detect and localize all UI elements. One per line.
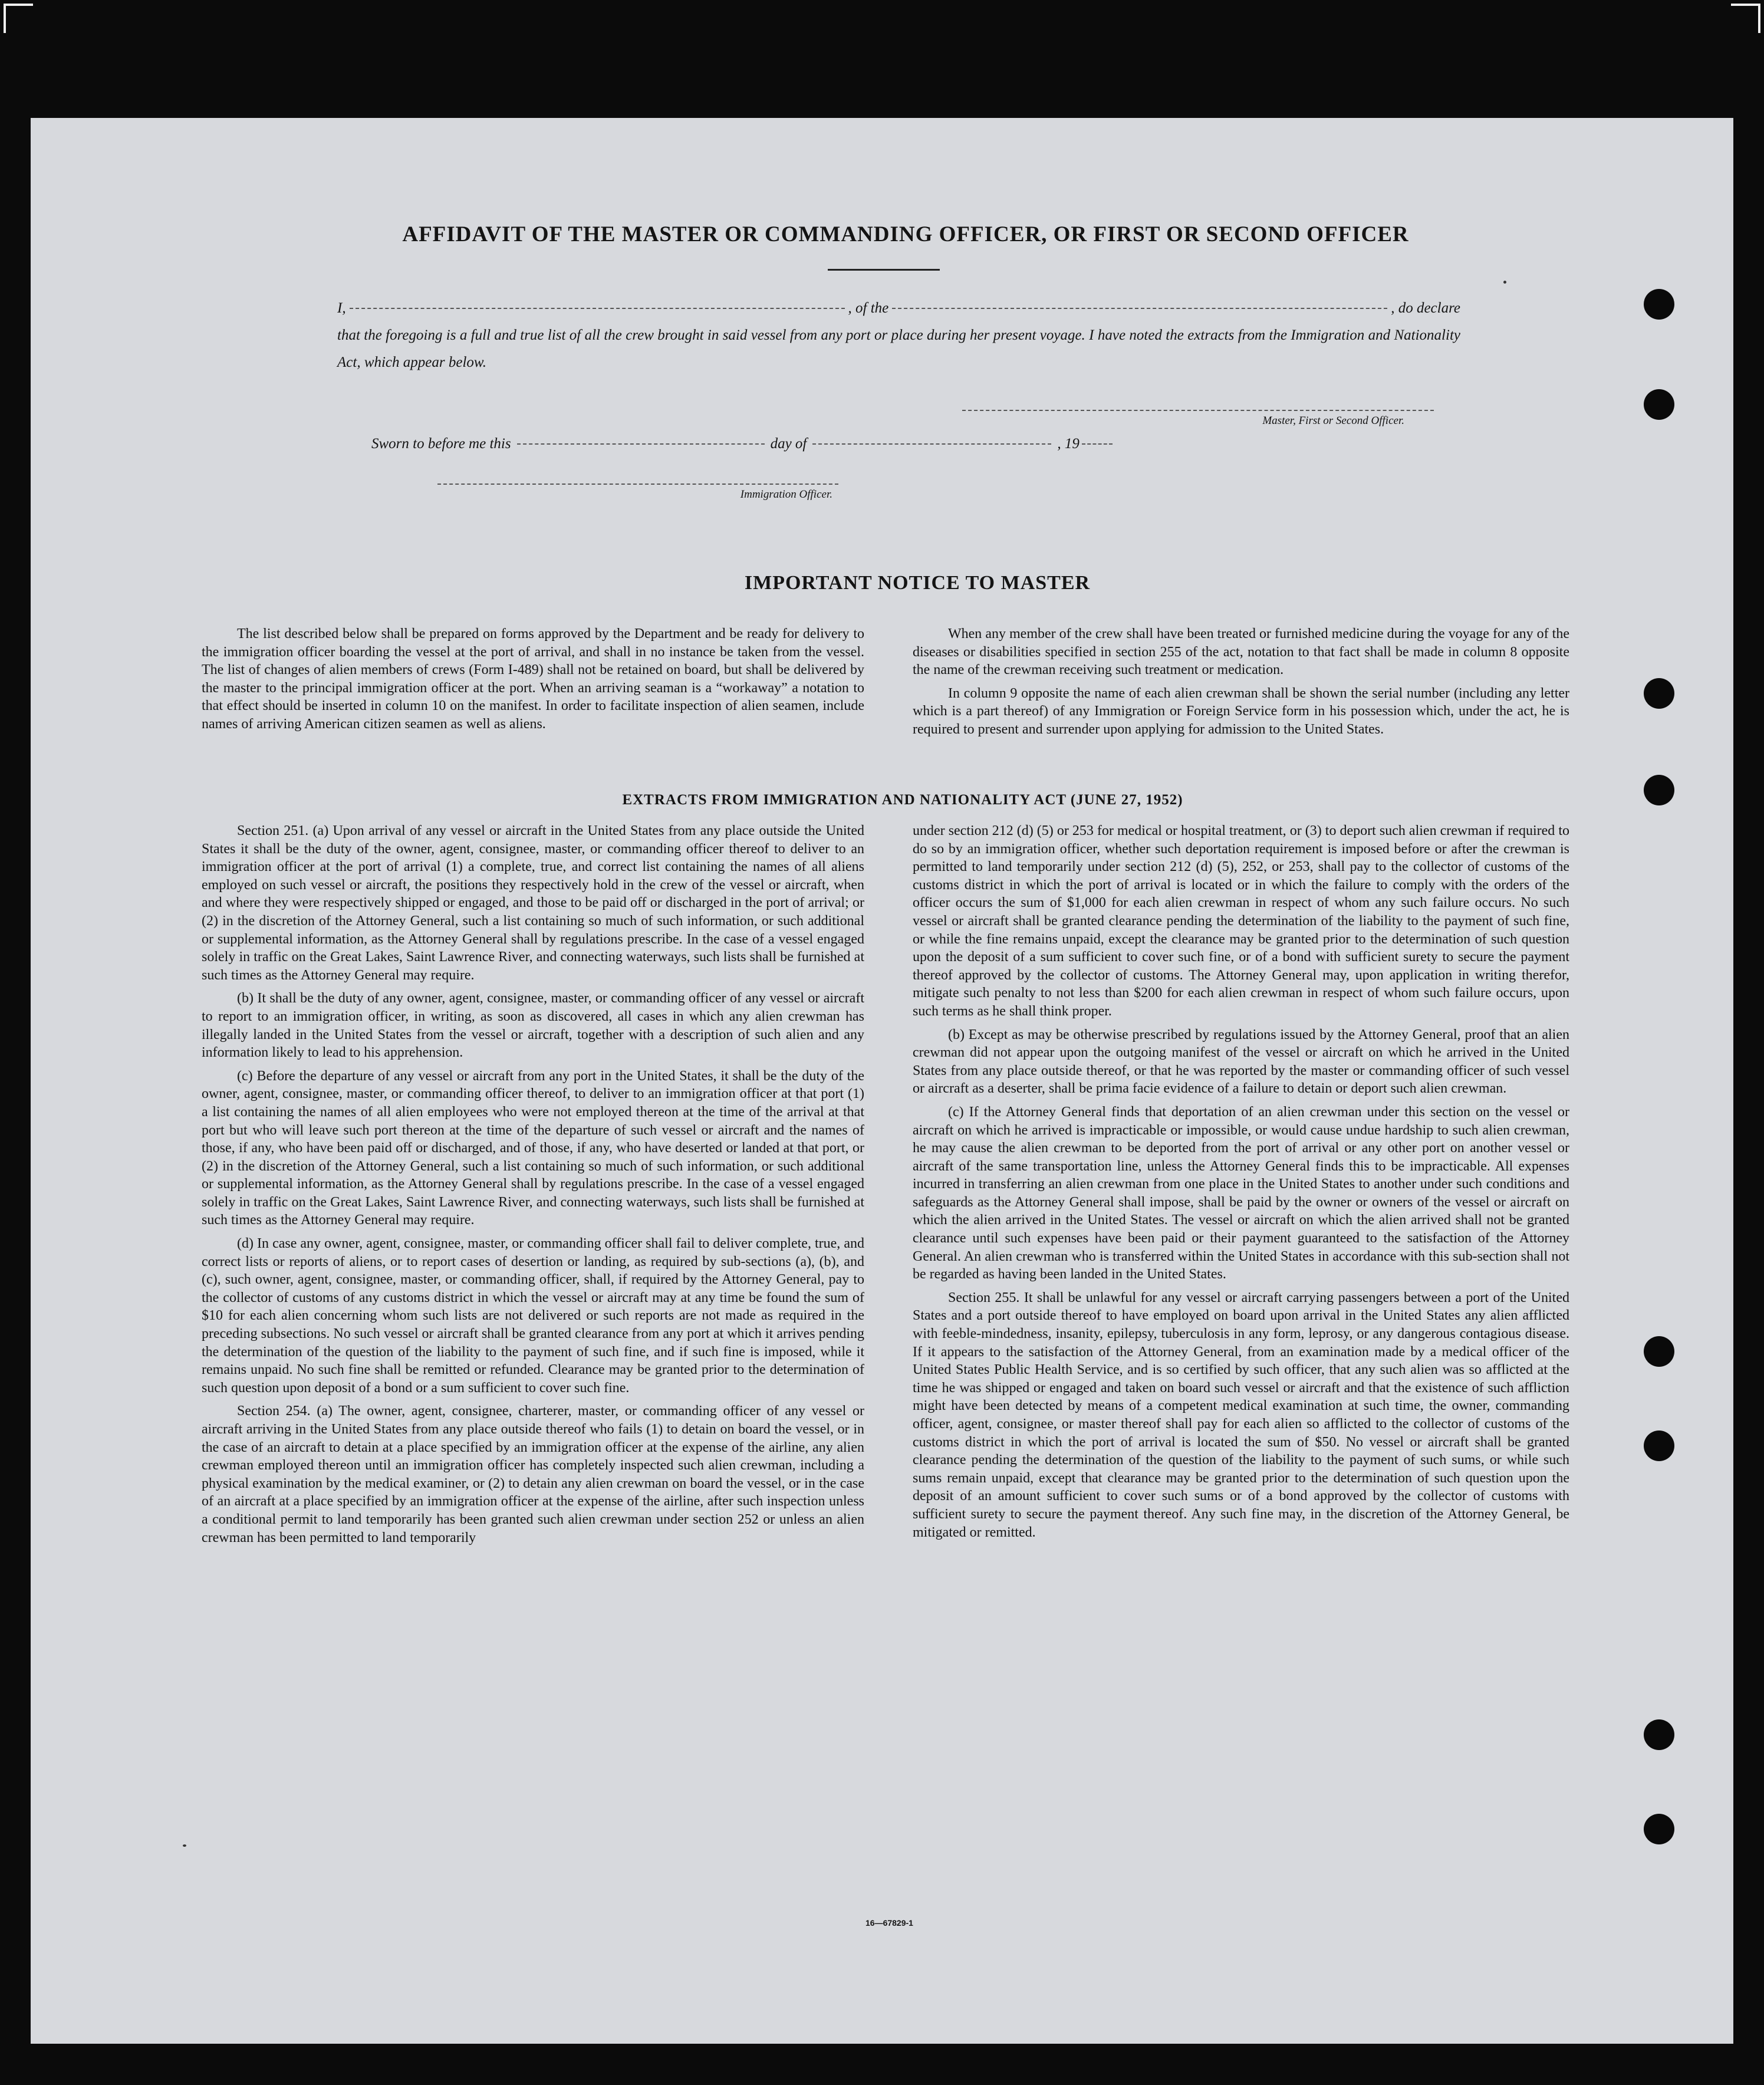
extracts-left-column: [202, 822, 864, 1552]
sworn-year-blank[interactable]: [1082, 443, 1113, 445]
immigration-officer-signature-line[interactable]: [437, 484, 838, 485]
extracts-right-column: [913, 822, 1569, 1547]
declaration-do-declare-label: , do declare: [1391, 300, 1460, 316]
paragraph: (d) In case any owner, agent, consignee, master, or commanding officer shall fail to deliver complete, true, and correct lists or reports of aliens, or to report cases of desertion or landing, as required by sub-sections (a), (b), and (c), such owner, agent, consignee, master, or commanding officer, shall, if required by the Attorney General, pay to the collector of customs of any customs district in which the vessel or aircraft may at any time be found the sum of $10 for each alien concerning whom such lists are not delivered or such reports are not made as required in the preceding subsections. No such vessel or aircraft shall be granted clearance from any port at which it arrives pending the determination of the question of the liability to the payment of such fine, and if such fine is imposed, while it remains unpaid. No such fine shall be remitted or refunded. Clearance may be granted prior to the determination of such question upon deposit of a bond or a sum sufficient to cover such fine.: [202, 1236, 864, 1396]
day-of-label: day of: [770, 436, 807, 452]
paragraph: Section 251. (a) Upon arrival of any vessel or aircraft in the United States from any place outside the United States it shall be the duty of the owner, agent, consignee, master, or commanding officer thereof to deliver to an immigration officer at the port of arrival (1) a complete, true, and correct list containing the names of all aliens employed on such vessel or aircraft, the positions they respectively hold in the crew of the vessel or aircraft, when and where they were respectively shipped or engaged, and those to be paid off or discharged in the port of arrival; or (2) in the discretion of the Attorney General, such a list containing so much of such information, or such additional or supplemental information, as the Attorney General shall by regulations prescribe. In the case of a vessel engaged solely in traffic on the Great Lakes, Saint Lawrence River, and connecting waterways, such lists shall be furnished at such times as the Attorney General may require.: [202, 823, 864, 983]
document-page: [31, 118, 1733, 2044]
year-label: , 19: [1057, 436, 1080, 452]
paragraph: (c) If the Attorney General finds that deportation of an alien crewman under this section on the vessel or aircraft on which he arrived is impracticable or impossible, or would cause undue hardship to such alien crewman, he may cause the alien crewman to be deported from the port of arrival or any other port on another vessel or aircraft of the same transportation line, unless the Attorney General finds this to be impracticable. All expenses incurred in transferring an alien crewman from one place in the United States to another under such conditions and safeguards as the Attorney General shall impose, shall be paid by the owner or owners of the vessel or aircraft on which the alien arrived in the United States. The vessel or aircraft on which the alien arrived shall not be granted clearance until such expenses have been paid or their payment guaranteed to the satisfaction of the Attorney General. An alien crewman who is transferred within the United States in accordance with this sub-section shall not be regarded as having been landed in the United States.: [913, 1104, 1569, 1282]
name-blank[interactable]: [350, 308, 845, 309]
declaration-fill-line: [337, 295, 1460, 322]
punch-hole: [1644, 389, 1674, 420]
punch-hole: [1644, 1336, 1674, 1367]
paragraph: When any member of the crew shall have been treated or furnished medicine during the voyage for any of the diseases or disabilities specified in section 255 of the act, notation to that fact shall be made in column 8 opposite the name of the crewman receiving such treatment or medication.: [913, 626, 1569, 678]
punch-hole: [1644, 1814, 1674, 1844]
punch-hole: [1644, 678, 1674, 709]
vessel-blank[interactable]: [892, 308, 1387, 309]
notice-left-column: [202, 625, 864, 739]
declaration-block: [337, 295, 1460, 376]
paragraph: under section 212 (d) (5) or 253 for medical or hospital treatment, or (3) to deport such alien crewman if required to do so by an immigration officer, whether such deportation requirement is imposed before or after the crewman is permitted to land temporarily under section 212 (d) (5), 252, or 253, shall pay to the collector of customs of the customs district in which the port of arrival is located or in which the failure to comply with the orders of the officer occurs the sum of $1,000 for each alien crewman in respect of whom any such failure occurs. No such vessel or aircraft shall be granted clearance pending the determination of the liability to the payment of such fine, or while the fine remains unpaid, except the clearance may be granted prior to the determination of such question upon the deposit of a sum sufficient to cover such fine, or of a bond with sufficient surety to secure the payment thereof approved by the collector of customs. The Attorney General may, upon application in writing therefor, mitigate such penalty to not less than $200 for each alien crewman in respect of whom such failure occurs, upon such terms as he shall think proper.: [913, 823, 1569, 1019]
scan-corner-mark-right: [1731, 4, 1760, 33]
paragraph: (c) Before the departure of any vessel or aircraft from any port in the United States, it shall be the duty of the owner, agent, consignee, master, or commanding officer thereof, to deliver to an immigration officer at that port (1) a list containing the names of all alien employees who were not employed thereon at the time of the arrival at that port but who will leave such port thereon at the time of the departure of such vessel or aircraft and the names of those, if any, who have been paid off or discharged, and of those, if any, who have deserted or landed at that port, or (2) in the discretion of the Attorney General, such a list containing so much of such information, or such additional or supplemental information, as the Attorney General shall by regulations prescribe. In the case of a vessel engaged solely in traffic on the Great Lakes, Saint Lawrence River, and connecting waterways, such lists shall be furnished at such times as the Attorney General may require.: [202, 1068, 864, 1228]
paragraph: (b) Except as may be otherwise prescribed by regulations issued by the Attorney General, proof that an alien crewman did not appear upon the outgoing manifest of the vessel or aircraft on which he arrived in the United States from any place outside thereof, or that he was reported by the master or commanding officer of such vessel or aircraft as a deserter, shall be prima facie evidence of a failure to detain or deport such alien crewman.: [913, 1027, 1569, 1097]
paragraph: Section 255. It shall be unlawful for any vessel or aircraft carrying passengers between a port of the United States and a port outside thereof to have employed on board upon arrival in the United States any alien afflicted with feeble-mindedness, insanity, epilepsy, tuberculosis in any form, leprosy, or any dangerous contagious disease. If it appears to the satisfaction of the Attorney General, from an examination made by a medical officer of the United States Public Health Service, and is so certified by such officer, that any such alien was so afflicted at the time he was shipped or engaged and taken on board such vessel or aircraft and that the existence of such affliction might have been detected by means of a competent medical examination at such time, the owner, commanding officer, agent, consignee, or master thereof shall pay for each alien so afflicted to the collector of customs of the customs district in which the port of arrival is located the sum of $50. No vessel or aircraft shall be granted clearance pending the determination of the question of the liability to the payment of such sums, or while such sums remain unpaid, except that clearance may be granted prior to the determination of such question upon the deposit of an amount sufficient to cover such sums or of a bond approved by the collector of customs with sufficient surety to secure the payment thereof. Any such fine may, in the discretion of the Attorney General, be mitigated or remitted.: [913, 1290, 1569, 1540]
notice-title: IMPORTANT NOTICE TO MASTER: [744, 572, 1091, 594]
master-signature-line[interactable]: [962, 410, 1434, 411]
extracts-title: EXTRACTS FROM IMMIGRATION AND NATIONALITY ACT (JUNE 27, 1952): [622, 792, 1183, 808]
scan-speck: [183, 1844, 186, 1847]
paragraph: In column 9 opposite the name of each alien crewman shall be shown the serial number (including any letter which is a part thereof) of any Immigration or Foreign Service form in his possession which, under the act, he is required to present and surrender upon applying for admission to the United States.: [913, 685, 1569, 737]
paragraph: (b) It shall be the duty of any owner, agent, consignee, master, or commanding officer of any vessel or aircraft to report to an immigration officer, in writing, as soon as discovered, all cases in which any alien crewman has illegally landed in the United States from the vessel or aircraft, together with a description of such alien and any information likely to lead to his apprehension.: [202, 991, 864, 1061]
master-signature-block: [962, 410, 1434, 427]
declaration-statement: that the foregoing is a full and true list of all the crew brought in said vessel from any port or place during her present voyage. I have noted the extracts from the Immigration and Nationality Act, which appear below.: [337, 327, 1460, 370]
master-signature-caption: Master, First or Second Officer.: [1262, 415, 1404, 427]
scan-speck: [1503, 281, 1506, 284]
affidavit-title: AFFIDAVIT OF THE MASTER OR COMMANDING OFFICER, OR FIRST OR SECOND OFFICER: [402, 222, 1409, 246]
punch-hole: [1644, 1430, 1674, 1461]
sworn-month-blank[interactable]: [812, 443, 1051, 445]
declaration-of-the-label: , of the: [848, 300, 889, 316]
sworn-label: Sworn to before me this: [371, 436, 511, 452]
immigration-officer-signature-block: [437, 484, 838, 501]
scan-corner-mark-left: [4, 4, 33, 33]
immigration-officer-caption: Immigration Officer.: [740, 488, 832, 501]
declaration-i-label: I,: [337, 300, 346, 316]
paragraph: The list described below shall be prepared on forms approved by the Department and be ready for delivery to the immigration officer boarding the vessel at the port of arrival, and shall in no instance be taken from the vessel. The list of changes of alien members of crews (Form I-489) shall not be retained on board, but shall be delivered by the master to the principal immigration officer at the port. When an arriving seaman is a “workaway” a notation to that effect should be inserted in column 10 on the manifest. In order to facilitate inspection of alien seamen, include names of arriving American citizen seamen as well as aliens.: [202, 626, 864, 732]
punch-hole: [1644, 1719, 1674, 1750]
notice-right-column: [913, 625, 1569, 744]
punch-hole: [1644, 289, 1674, 320]
paragraph: Section 254. (a) The owner, agent, consignee, charterer, master, or commanding officer of any vessel or aircraft arriving in the United States from any place outside thereof who fails (1) to detain on board the vessel, or in the case of an aircraft to detain at a place specified by an immigration officer at the expense of the airline, any alien crewman employed thereon until an immigration officer has completely inspected such alien crewman, including a physical examination by the medical examiner, or (2) to detain any alien crewman on board the vessel, or in the case of an aircraft at a place specified by an immigration officer at the expense of the airline, after such inspection unless a conditional permit to land temporarily has been granted such alien crewman under section 252 or unless an alien crewman has been permitted to land temporarily: [202, 1403, 864, 1545]
sworn-day-blank[interactable]: [517, 443, 765, 445]
sworn-line: [371, 430, 1185, 458]
form-number: 16—67829-1: [865, 1918, 913, 1928]
title-underline: [828, 269, 940, 271]
